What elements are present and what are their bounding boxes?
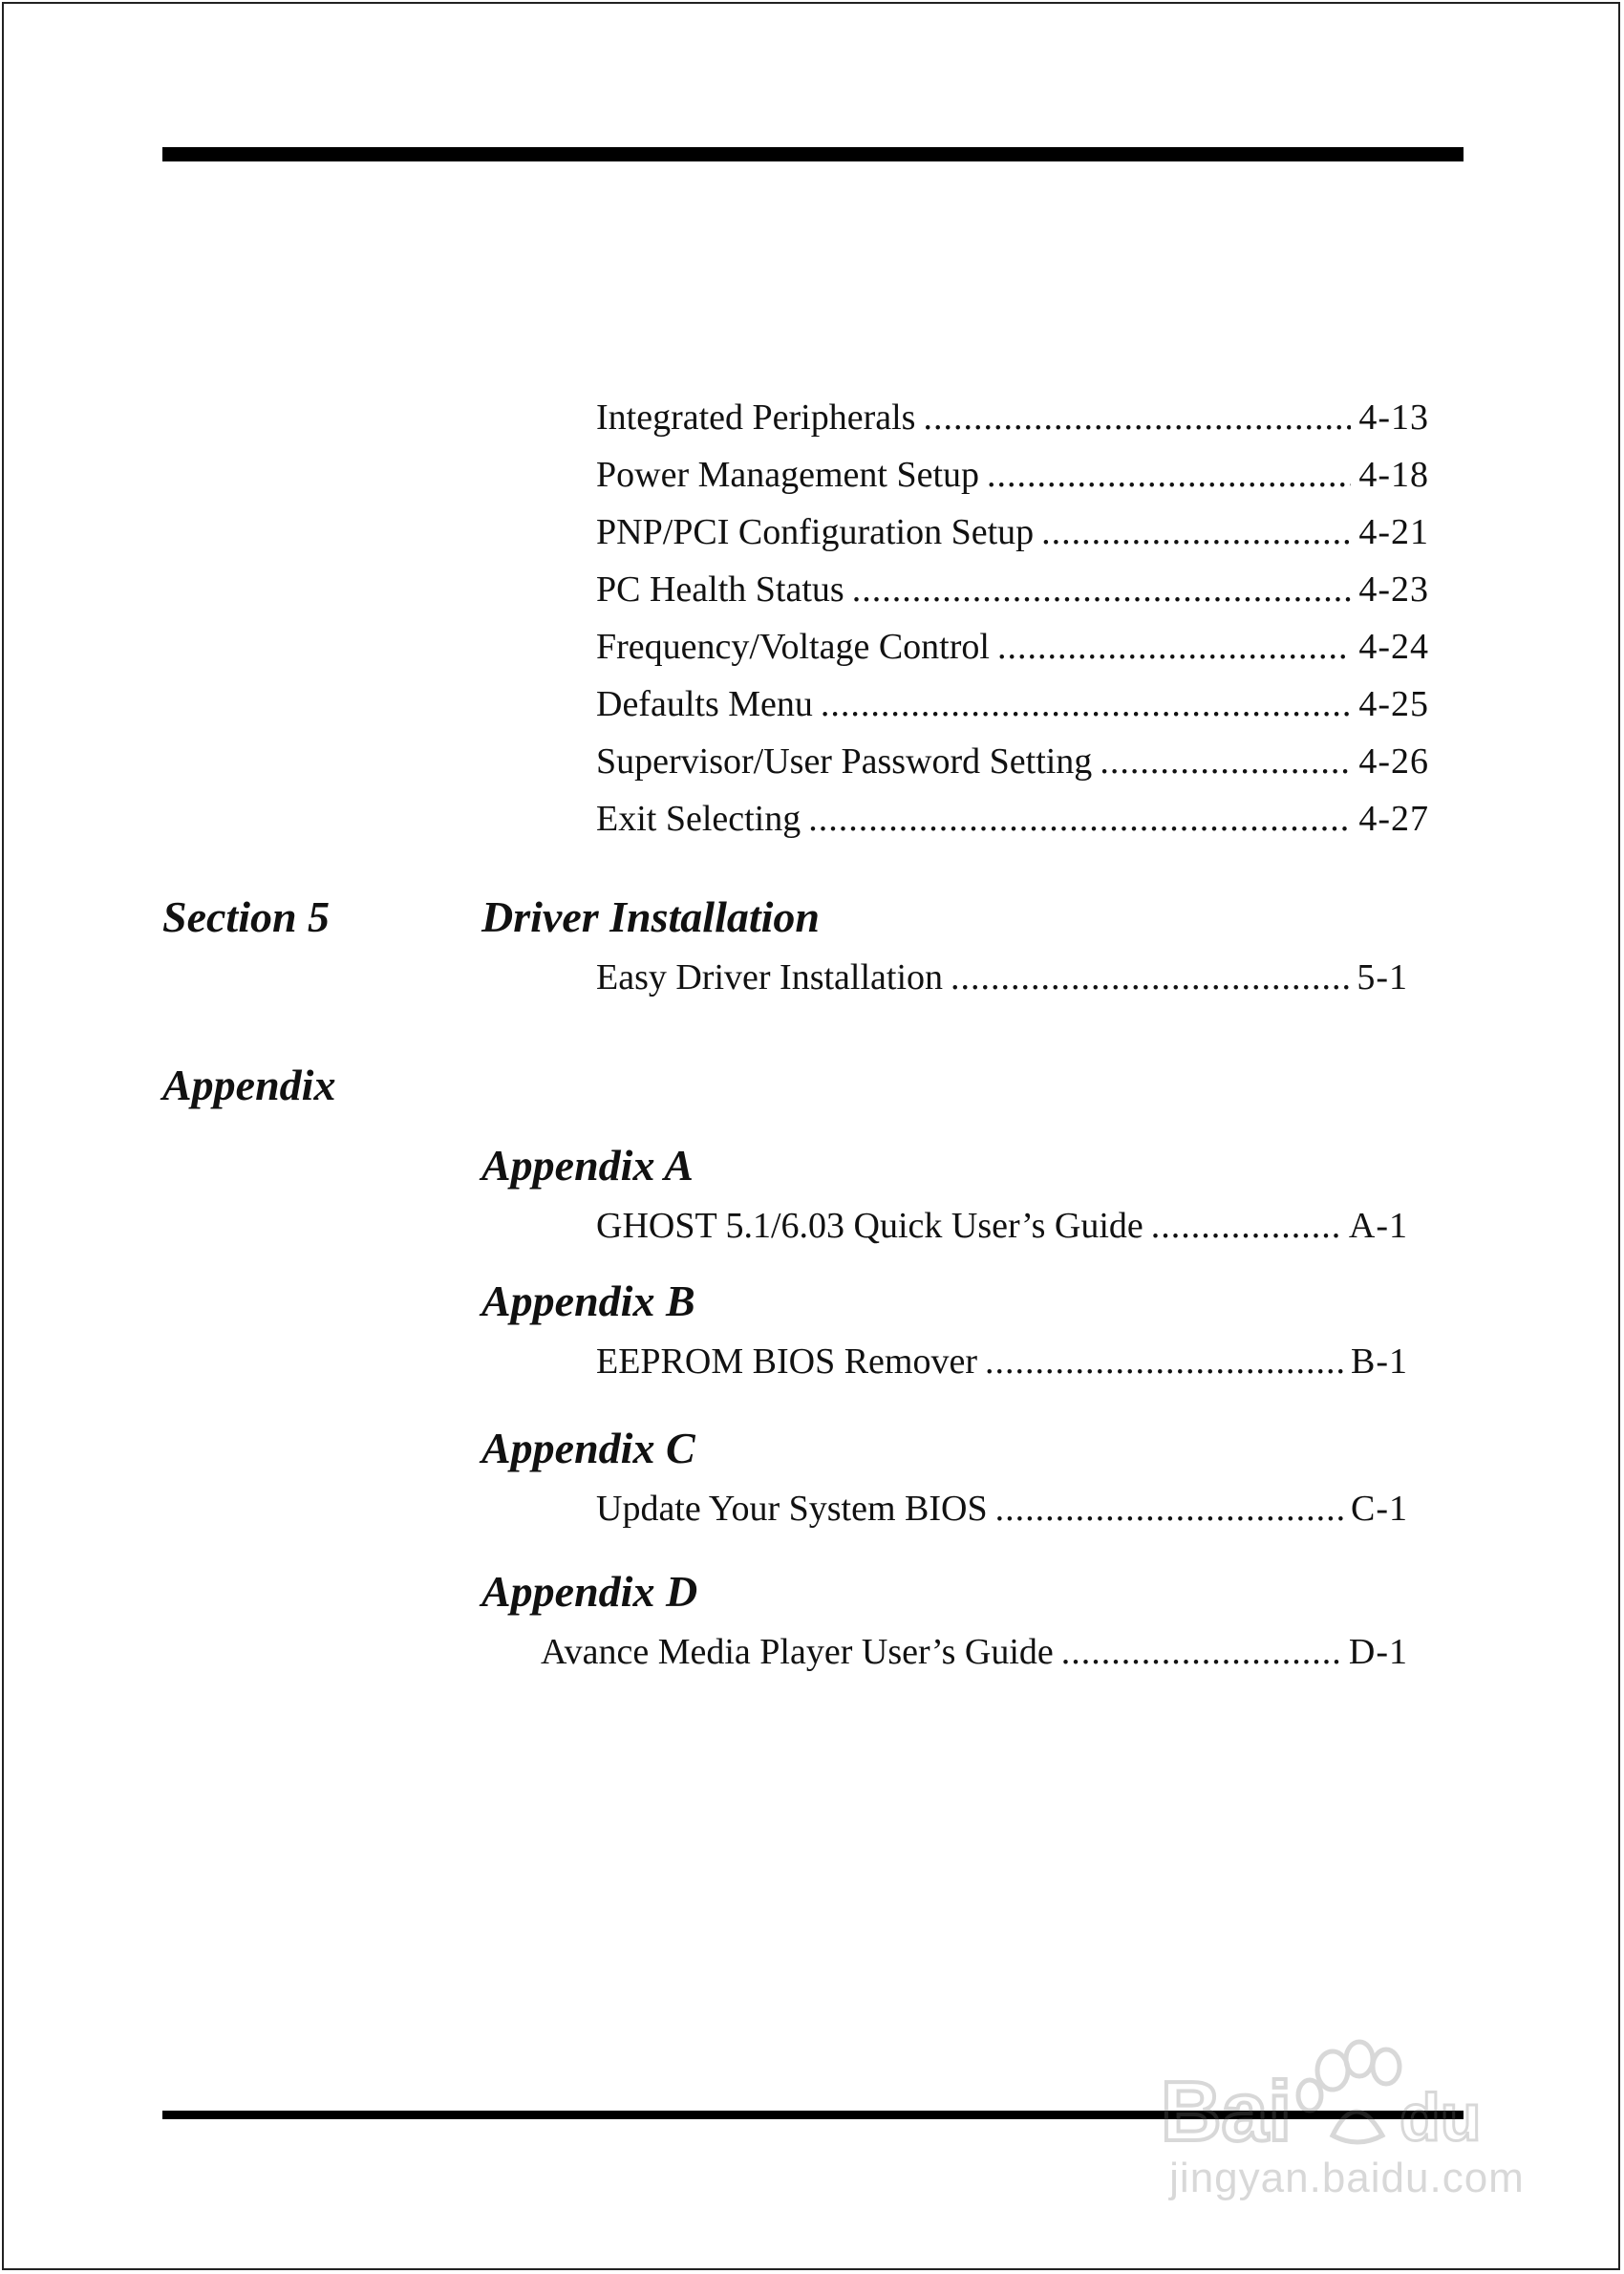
toc-entry-title: EEPROM BIOS Remover xyxy=(596,1341,977,1382)
dot-leader xyxy=(997,623,1351,671)
toc-entry-page: 5-1 xyxy=(1357,957,1408,998)
dot-leader xyxy=(1061,1628,1341,1676)
toc-entry[interactable] xyxy=(596,1202,1408,1250)
toc-entry-title: Frequency/Voltage Control xyxy=(596,627,990,667)
dot-leader xyxy=(1151,1202,1341,1250)
baidu-paw-logo-icon xyxy=(1151,2021,1543,2155)
toc-entry[interactable] xyxy=(596,680,1429,728)
toc-entry[interactable] xyxy=(596,623,1429,671)
dot-leader xyxy=(923,394,1351,441)
toc-entry[interactable] xyxy=(596,1485,1408,1533)
toc-entry[interactable] xyxy=(596,451,1429,499)
toc-entry-title: Defaults Menu xyxy=(596,684,813,724)
toc-entry[interactable] xyxy=(596,738,1429,785)
toc-entry-title: PC Health Status xyxy=(596,569,844,610)
toc-entry-page: D-1 xyxy=(1348,1632,1408,1672)
dot-leader xyxy=(821,680,1351,728)
toc-entry-page: 4-13 xyxy=(1358,397,1429,438)
svg-text:Bai: Bai xyxy=(1161,2064,1292,2155)
toc-entry[interactable] xyxy=(596,508,1429,556)
dot-leader xyxy=(985,1338,1343,1385)
toc-entry[interactable] xyxy=(596,566,1429,613)
dot-leader xyxy=(995,1485,1343,1533)
toc-entry[interactable] xyxy=(596,1338,1408,1385)
appendix-heading[interactable]: Appendix A xyxy=(481,1141,694,1190)
appendix-label: Appendix xyxy=(162,1061,336,1109)
toc-entry-title: Easy Driver Installation xyxy=(596,957,944,998)
watermark-url: jingyan.baidu.com xyxy=(1169,2155,1525,2201)
watermark xyxy=(1151,2021,1543,2212)
appendix-heading[interactable]: Appendix B xyxy=(481,1276,695,1325)
dot-leader xyxy=(951,954,1349,1001)
top-rule xyxy=(162,147,1464,161)
toc-entry[interactable] xyxy=(596,394,1429,441)
toc-entry-page: A-1 xyxy=(1348,1206,1408,1246)
dot-leader xyxy=(1100,738,1351,785)
toc-entry-page: 4-24 xyxy=(1358,627,1429,667)
appendix-heading[interactable]: Appendix D xyxy=(481,1567,698,1616)
toc-entry-page: C-1 xyxy=(1351,1489,1408,1529)
toc-entry-title: Power Management Setup xyxy=(596,455,980,495)
toc-entry-page: 4-23 xyxy=(1358,569,1429,610)
toc-entry-page: 4-25 xyxy=(1358,684,1429,724)
page-frame xyxy=(2,2,1620,2270)
toc-entry-title: Exit Selecting xyxy=(596,799,801,839)
toc-entry-title: Update Your System BIOS xyxy=(596,1489,988,1529)
svg-text:du: du xyxy=(1400,2080,1482,2155)
dot-leader xyxy=(987,451,1351,499)
dot-leader xyxy=(1041,508,1351,556)
section-title[interactable]: Driver Installation xyxy=(481,892,821,941)
toc-entry-page: 4-27 xyxy=(1358,799,1429,839)
toc-entry-page: 4-26 xyxy=(1358,741,1429,782)
toc-entry[interactable] xyxy=(541,1628,1408,1676)
appendix-heading[interactable]: Appendix C xyxy=(481,1424,695,1472)
toc-entry-page: 4-18 xyxy=(1358,455,1429,495)
toc-entry-title: Avance Media Player User’s Guide xyxy=(541,1632,1054,1672)
toc-entry-page: B-1 xyxy=(1351,1341,1408,1382)
toc-entry-page: 4-21 xyxy=(1358,512,1429,552)
section-label: Section 5 xyxy=(162,892,331,941)
toc-entry-title: Integrated Peripherals xyxy=(596,397,916,438)
toc-entry[interactable] xyxy=(596,954,1408,1001)
toc-entry[interactable] xyxy=(596,795,1429,843)
toc-entry-title: Supervisor/User Password Setting xyxy=(596,741,1093,782)
dot-leader xyxy=(852,566,1352,613)
dot-leader xyxy=(808,795,1351,843)
toc-entry-title: GHOST 5.1/6.03 Quick User’s Guide xyxy=(596,1206,1143,1246)
toc-entry-title: PNP/PCI Configuration Setup xyxy=(596,512,1035,552)
